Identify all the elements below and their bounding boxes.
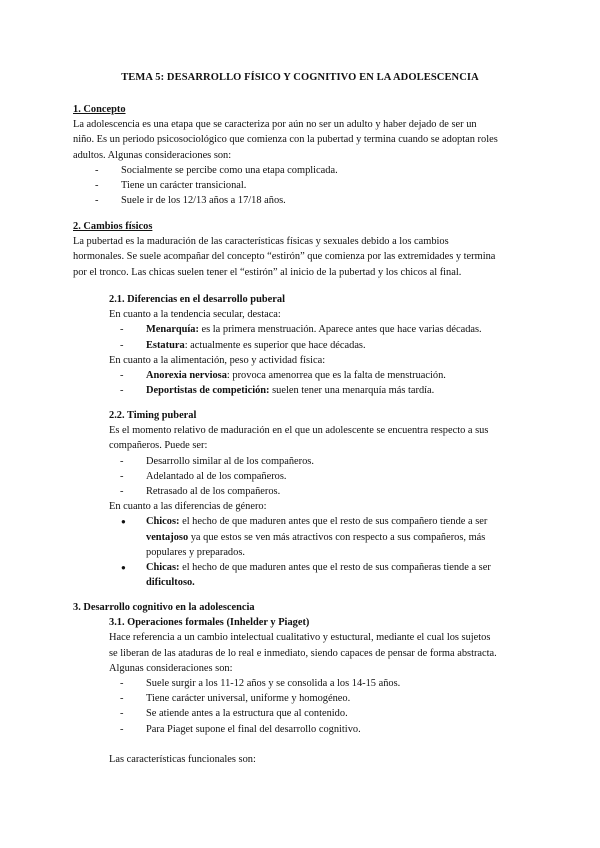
term: Deportistas de competición: (146, 385, 270, 397)
paragraph-line: niño. Es un periodo psicosociológico que comienza con la pubertad y termina cuando se adoptan roles (73, 134, 498, 146)
term: Estatura (146, 339, 185, 351)
paragraph-line: se liberan de las ataduras de lo real e inmediato, siendo capaces de pensar de forma abstracta. (109, 647, 497, 659)
text: el hecho de que maduren antes que el resto de sus compañero tiende a ser (179, 516, 488, 528)
paragraph-line: adultos. Algunas consideraciones son: (73, 149, 232, 161)
subsection-heading: 2.1. Diferencias en el desarrollo puberal (109, 294, 285, 305)
paragraph-line: Es el momento relativo de maduración en el que un adolescente se encuentra respecto a sus (109, 425, 489, 437)
paragraph-line: En cuanto a la alimentación, peso y actividad física: (109, 354, 326, 366)
paragraph-line: compañeros. Puede ser: (109, 440, 208, 452)
text: populares y preparados. (146, 546, 245, 558)
list-concepto (121, 163, 533, 209)
term: Menarquía: (146, 324, 199, 336)
paragraph-line: Las características funcionales son: (109, 753, 256, 765)
list-operaciones (146, 676, 553, 737)
term: Anorexia nerviosa (146, 370, 227, 382)
section-cambios-fisicos (73, 219, 543, 280)
definition: suelen tener una menarquía más tardía. (269, 385, 435, 397)
list-alimentacion (146, 368, 549, 398)
subsection-heading: 2.2. Timing puberal (109, 410, 197, 421)
section-heading: 2. Cambios físicos (73, 221, 153, 232)
section-concepto (73, 102, 533, 208)
list-item: - Socialmente se percibe como una etapa complicada. (121, 163, 533, 178)
definition: es la primera menstruación. Aparece antes que hace varias décadas. (198, 324, 482, 336)
paragraph-line: Hace referencia a un cambio intelectual cualitativo y estuctural, mediante el cual los sujetos (109, 632, 491, 644)
list-item (146, 514, 549, 560)
list-item (146, 322, 549, 337)
list-item: - Se atiende antes a la estructura que al contenido. (146, 706, 553, 721)
paragraph-line: hormonales. Se suele acompañar del concepto “estirón” que comienza por las extremidades y termina (73, 251, 496, 263)
list-tendencia-secular (146, 322, 549, 352)
list-item: - Desarrollo similar al de los compañeros. (146, 454, 549, 469)
section-heading: 1. Concepto (73, 104, 126, 115)
term: Chicos: (146, 516, 180, 528)
section-heading: 3. Desarrollo cognitivo en la adolescencia (73, 602, 255, 613)
subsection-operaciones-formales (109, 615, 553, 767)
section-diferencias-puberal (109, 292, 549, 398)
list-timing (146, 454, 549, 500)
list-item (146, 338, 549, 353)
list-item: - Tiene carácter universal, uniforme y homogéneo. (146, 691, 553, 706)
term: Chicas: (146, 562, 180, 574)
definition: : actualmente es superior que hace décadas. (184, 339, 366, 351)
definition: : provoca amenorrea que es la falta de menstruación. (226, 370, 446, 382)
paragraph-line: Algunas consideraciones son: (109, 662, 233, 674)
list-item: - Tiene un carácter transicional. (121, 178, 533, 193)
list-item: - Retrasado al de los compañeros. (146, 484, 549, 499)
subsection-heading: 3.1. Operaciones formales (Inhelder y Piaget) (109, 617, 310, 629)
term: ventajoso (146, 531, 189, 543)
paragraph-line: La adolescencia es una etapa que se caracteriza por aún no ser un adulto y haber dejado de ser un (73, 119, 477, 131)
paragraph-line: En cuanto a la tendencia secular, destaca: (109, 309, 281, 321)
text: el hecho de que maduren antes que el resto de sus compañeras tiende a ser (179, 562, 491, 574)
paragraph-line: En cuanto a las diferencias de género: (109, 501, 267, 513)
list-item (146, 383, 549, 398)
section-timing-puberal (109, 408, 549, 590)
paragraph-line: por el tronco. Las chicas suelen tener el “estirón” al inicio de la pubertad y los chicos al final. (73, 266, 462, 278)
list-item: - Para Piaget supone el final del desarrollo cognitivo. (146, 722, 553, 737)
text: ya que estos se ven más atractivos con respecto a sus compañeros, más (188, 531, 486, 543)
document-title: TEMA 5: DESARROLLO FÍSICO Y COGNITIVO EN LA ADOLESCENCIA (121, 72, 479, 83)
list-item (146, 368, 549, 383)
list-item: - Suele ir de los 12/13 años a 17/18 años. (121, 193, 533, 208)
list-item: - Suele surgir a los 11-12 años y se consolida a los 14-15 años. (146, 676, 553, 691)
section-desarrollo-cognitivo (73, 600, 553, 767)
list-item: - Adelantado al de los compañeros. (146, 469, 549, 484)
term: dificultoso. (146, 577, 195, 589)
list-item (146, 560, 549, 590)
paragraph-line: La pubertad es la maduración de las características físicas y sexuales debido a los cambios (73, 236, 449, 248)
list-genero (146, 514, 549, 590)
